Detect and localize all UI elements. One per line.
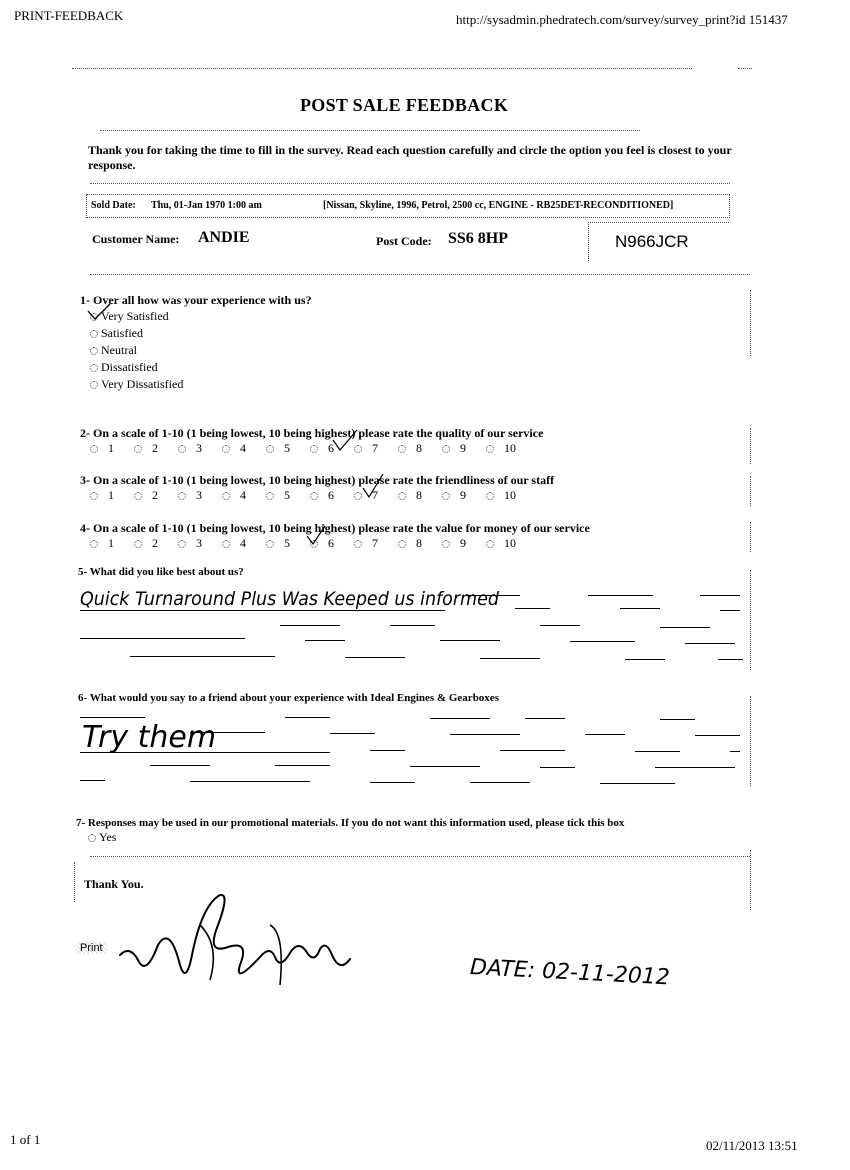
handwritten-date: DATE: 02-11-2012 bbox=[469, 955, 671, 991]
q4-option[interactable]: 1 bbox=[90, 536, 124, 550]
redaction-line bbox=[280, 625, 340, 626]
vehicle-details: [Nissan, Skyline, 1996, Petrol, 2500 cc, ENGINE - RB25DET-RECONDITIONED] bbox=[323, 200, 674, 211]
thank-you-text: Thank You. bbox=[84, 877, 144, 891]
redaction-line bbox=[588, 595, 653, 596]
q3-option[interactable]: 8 bbox=[398, 488, 432, 502]
redaction-line bbox=[635, 751, 680, 752]
radio-icon bbox=[486, 492, 494, 500]
page-number: 1 of 1 bbox=[10, 1132, 41, 1147]
dotted-border-right bbox=[750, 850, 751, 910]
redaction-line bbox=[515, 608, 550, 609]
redaction-line bbox=[525, 718, 565, 719]
radio-icon bbox=[90, 330, 98, 338]
dotted-border-right bbox=[750, 522, 751, 552]
redaction-line bbox=[660, 627, 710, 628]
redaction-line bbox=[465, 595, 520, 596]
radio-icon bbox=[266, 540, 274, 548]
q2-option[interactable]: 5 bbox=[266, 441, 300, 455]
q7-text: 7- Responses may be used in our promotional materials. If you do not want this information used, please tick this box bbox=[76, 817, 625, 829]
redaction-line bbox=[150, 765, 210, 766]
redaction-line bbox=[190, 781, 310, 782]
q2-option[interactable]: 2 bbox=[134, 441, 168, 455]
radio-icon bbox=[398, 540, 406, 548]
q4-option[interactable]: 2 bbox=[134, 536, 168, 550]
dotted-border-right bbox=[750, 290, 751, 356]
redaction-line bbox=[80, 638, 245, 639]
customer-name-value: ANDIE bbox=[198, 229, 250, 246]
print-label: Print bbox=[76, 942, 107, 954]
radio-icon bbox=[178, 445, 186, 453]
q2-option[interactable]: 9 bbox=[442, 441, 476, 455]
q2-option[interactable]: 6 bbox=[310, 441, 344, 455]
post-code-label: Post Code: bbox=[376, 234, 432, 248]
print-header-label: PRINT-FEEDBACK bbox=[14, 8, 124, 23]
redaction-line bbox=[620, 608, 660, 609]
radio-icon bbox=[310, 445, 318, 453]
q4-option[interactable]: 9 bbox=[442, 536, 476, 550]
q2-option[interactable]: 3 bbox=[178, 441, 212, 455]
q4-option[interactable]: 6 bbox=[310, 536, 344, 550]
redaction-line bbox=[330, 733, 375, 734]
q4-option[interactable]: 5 bbox=[266, 536, 300, 550]
q3-option[interactable]: 6 bbox=[310, 488, 344, 502]
radio-icon bbox=[442, 445, 450, 453]
registration-box bbox=[588, 222, 729, 261]
q3-option[interactable]: 10 bbox=[486, 488, 526, 502]
dotted-divider bbox=[90, 274, 750, 275]
dotted-divider bbox=[90, 183, 730, 184]
q4-option[interactable]: 7 bbox=[354, 536, 388, 550]
redaction-line bbox=[470, 782, 530, 783]
q3-option[interactable]: 2 bbox=[134, 488, 168, 502]
dotted-divider bbox=[90, 856, 750, 857]
redaction-line bbox=[430, 718, 490, 719]
tick-mark-icon bbox=[86, 302, 112, 322]
dotted-border-top bbox=[72, 68, 692, 69]
redaction-line bbox=[600, 783, 675, 784]
radio-icon bbox=[134, 492, 142, 500]
dotted-border-right bbox=[750, 476, 751, 506]
redaction-line bbox=[685, 643, 735, 644]
radio-icon bbox=[90, 364, 98, 372]
dotted-border-right bbox=[750, 428, 751, 464]
radio-icon bbox=[442, 492, 450, 500]
radio-icon bbox=[90, 540, 98, 548]
q1-option-very-satisfied[interactable]: Very Satisfied bbox=[90, 309, 169, 324]
q4-tick-mark-icon bbox=[304, 524, 328, 548]
redaction-line bbox=[410, 766, 480, 767]
redaction-line bbox=[285, 717, 330, 718]
q2-text: 2- On a scale of 1-10 (1 being lowest, 10 being highest) please rate the quality of our service bbox=[80, 426, 544, 440]
sold-date-box bbox=[86, 194, 730, 218]
q2-option[interactable]: 1 bbox=[90, 441, 124, 455]
radio-icon bbox=[486, 445, 494, 453]
dotted-border-top-end bbox=[738, 68, 752, 69]
redaction-line bbox=[585, 734, 625, 735]
q3-text: 3- On a scale of 1-10 (1 being lowest, 10 being highest) please rate the friendliness of our staff bbox=[80, 473, 555, 487]
radio-icon bbox=[310, 492, 318, 500]
redaction-line bbox=[718, 659, 743, 660]
q1-option-very-dissatisfied[interactable]: Very Dissatisfied bbox=[90, 377, 183, 392]
redaction-line bbox=[130, 656, 275, 657]
print-header-url: http://sysadmin.phedratech.com/survey/survey_print?id 151437 bbox=[456, 12, 788, 27]
q5-handwritten-answer: Quick Turnaround Plus Was Keeped us informed bbox=[80, 588, 499, 610]
redaction-line bbox=[730, 751, 740, 752]
redaction-line bbox=[440, 640, 500, 641]
radio-icon bbox=[178, 492, 186, 500]
redaction-line bbox=[190, 732, 265, 733]
checkbox-icon bbox=[88, 834, 96, 842]
redaction-line bbox=[655, 767, 735, 768]
q3-option[interactable]: 5 bbox=[266, 488, 300, 502]
redaction-line bbox=[305, 640, 345, 641]
redaction-line bbox=[625, 659, 665, 660]
post-code-value: SS6 8HP bbox=[448, 230, 509, 247]
redaction-line bbox=[570, 641, 635, 642]
q4-text: 4- On a scale of 1-10 (1 being lowest, 10 being highest) please rate the value for money of our service bbox=[80, 521, 590, 535]
q1-option-dissatisfied[interactable]: Dissatisfied bbox=[90, 360, 158, 375]
sold-date-value: Thu, 01-Jan 1970 1:00 am bbox=[151, 200, 262, 211]
dotted-border-left bbox=[74, 862, 75, 902]
dotted-border-right bbox=[750, 696, 751, 786]
radio-icon bbox=[222, 445, 230, 453]
intro-text: Thank you for taking the time to fill in the survey. Read each question carefully and circle the option you feel is closest to your response. bbox=[88, 143, 732, 172]
dotted-divider bbox=[100, 130, 640, 131]
q1-text: 1- Over all how was your experience with us? bbox=[80, 293, 312, 307]
radio-icon bbox=[266, 492, 274, 500]
q4-option[interactable]: 10 bbox=[486, 536, 526, 550]
q4-option[interactable]: 4 bbox=[222, 536, 256, 550]
radio-icon bbox=[134, 540, 142, 548]
customer-signature bbox=[110, 885, 370, 1000]
q2-scale[interactable] bbox=[90, 441, 536, 456]
q1-option-satisfied[interactable]: Satisfied bbox=[90, 326, 143, 341]
radio-icon bbox=[398, 492, 406, 500]
q3-option[interactable]: 7 bbox=[354, 488, 388, 502]
redaction-line bbox=[275, 765, 330, 766]
radio-icon bbox=[266, 445, 274, 453]
form-title: POST SALE FEEDBACK bbox=[300, 95, 509, 115]
redaction-line bbox=[80, 780, 105, 781]
redaction-line bbox=[450, 734, 520, 735]
radio-icon bbox=[90, 492, 98, 500]
redaction-line bbox=[80, 717, 145, 718]
redaction-line bbox=[345, 657, 405, 658]
q3-option[interactable]: 1 bbox=[90, 488, 124, 502]
q6-handwritten-answer: Try them bbox=[82, 720, 217, 755]
redaction-line bbox=[480, 658, 540, 659]
q3-tick-mark-icon bbox=[360, 472, 386, 500]
redaction-line bbox=[370, 750, 405, 751]
q2-option[interactable]: 10 bbox=[486, 441, 526, 455]
radio-icon bbox=[90, 347, 98, 355]
redaction-line bbox=[695, 735, 740, 736]
q2-option[interactable]: 8 bbox=[398, 441, 432, 455]
registration-value: N966JCR bbox=[615, 232, 689, 251]
radio-icon bbox=[486, 540, 494, 548]
redaction-line bbox=[540, 625, 580, 626]
q5-text: 5- What did you like best about us? bbox=[78, 566, 244, 578]
q2-tick-mark-icon bbox=[330, 428, 360, 454]
q3-scale[interactable] bbox=[90, 488, 536, 503]
q1-option-neutral[interactable]: Neutral bbox=[90, 343, 137, 358]
redaction-line bbox=[660, 719, 695, 720]
redaction-line bbox=[500, 750, 565, 751]
sold-date-label: Sold Date: bbox=[91, 200, 136, 211]
q2-option[interactable]: 7 bbox=[354, 441, 388, 455]
redaction-line bbox=[390, 625, 435, 626]
print-timestamp: 02/11/2013 13:51 bbox=[706, 1138, 798, 1153]
q2-option[interactable]: 4 bbox=[222, 441, 256, 455]
radio-icon bbox=[134, 445, 142, 453]
radio-icon bbox=[222, 540, 230, 548]
q6-underline bbox=[80, 752, 330, 753]
dotted-border-right bbox=[750, 570, 751, 670]
radio-icon bbox=[398, 445, 406, 453]
radio-icon bbox=[222, 492, 230, 500]
q3-option[interactable]: 4 bbox=[222, 488, 256, 502]
redaction-line bbox=[700, 595, 740, 596]
q7-option-yes[interactable]: Yes bbox=[88, 830, 116, 845]
redaction-line bbox=[720, 610, 740, 611]
radio-icon bbox=[90, 445, 98, 453]
customer-name-label: Customer Name: bbox=[92, 232, 180, 246]
radio-icon bbox=[178, 540, 186, 548]
q5-underline bbox=[80, 610, 445, 611]
redaction-line bbox=[370, 782, 415, 783]
radio-icon bbox=[90, 381, 98, 389]
q3-option[interactable]: 3 bbox=[178, 488, 212, 502]
q4-option[interactable]: 3 bbox=[178, 536, 212, 550]
redaction-line bbox=[540, 767, 575, 768]
q4-option[interactable]: 8 bbox=[398, 536, 432, 550]
radio-icon bbox=[442, 540, 450, 548]
radio-icon bbox=[354, 540, 362, 548]
q6-text: 6- What would you say to a friend about your experience with Ideal Engines & Gearboxes bbox=[78, 692, 499, 704]
q3-option[interactable]: 9 bbox=[442, 488, 476, 502]
